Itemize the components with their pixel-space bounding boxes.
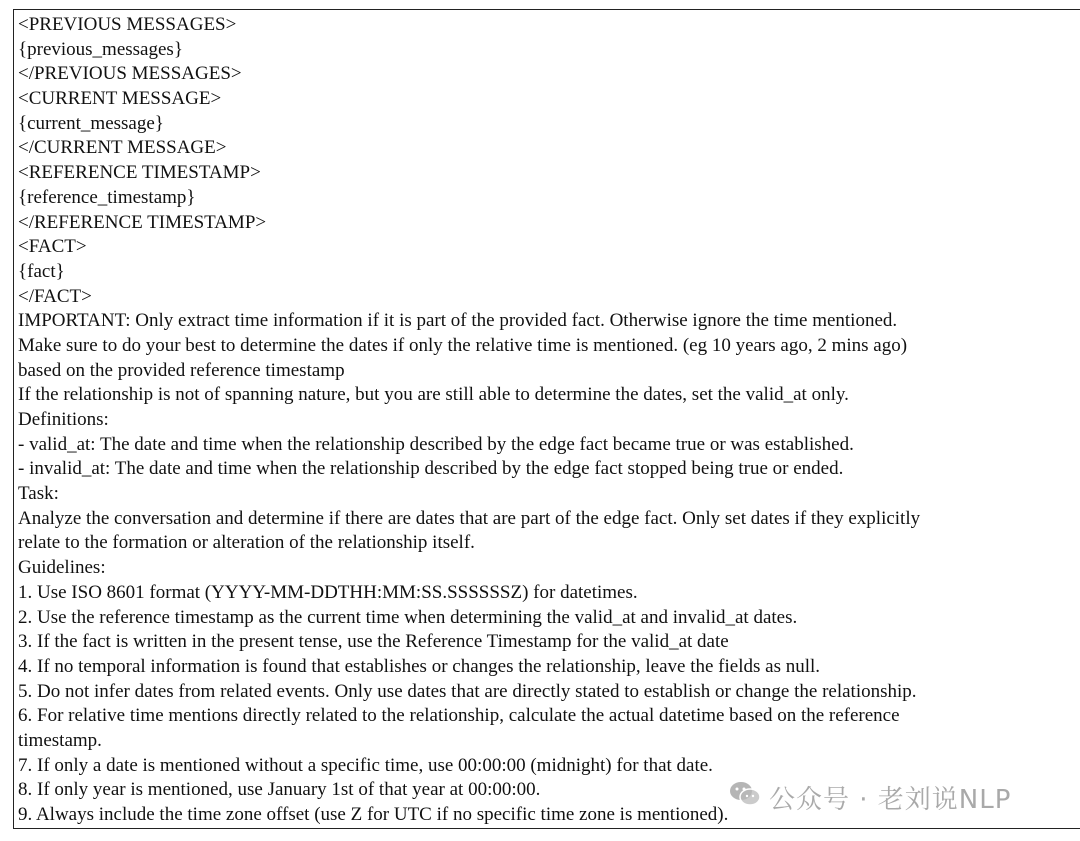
text-line: 3. If the fact is written in the present tense, use the Reference Timestamp for the valid_at date: [18, 631, 729, 653]
text-line: {current_message}: [18, 112, 164, 134]
text-line: Definitions:: [18, 409, 109, 430]
watermark-text: 公众号 · 老刘说NLP: [769, 785, 1012, 815]
text-line: based on the provided reference timestamp: [18, 359, 345, 381]
text-line: relate to the formation or alteration of the relationship itself.: [18, 532, 475, 554]
text-line: Task:: [18, 483, 59, 505]
text-line: 5. Do not infer dates from related events. Only use dates that are directly stated to establish or change the relationship.: [18, 680, 917, 702]
text-line: IMPORTANT: Only extract time information if it is part of the provided fact. Otherwise ignore the time mentioned.: [18, 310, 898, 332]
text-line: 6. For relative time mentions directly related to the relationship, calculate the actual datetime based on the reference: [18, 705, 900, 727]
text-line: Guidelines:: [18, 557, 106, 579]
text-line: {reference_timestamp}: [18, 186, 196, 208]
text-line: </REFERENCE TIMESTAMP>: [18, 211, 267, 233]
text-line: </CURRENT MESSAGE>: [18, 137, 227, 159]
document-frame: [13, 9, 1080, 829]
text-line: timestamp.: [18, 729, 102, 751]
text-line: {previous_messages}: [18, 38, 183, 60]
text-line: 8. If only year is mentioned, use January 1st of that year at 00:00:00.: [18, 779, 541, 801]
text-line: - invalid_at: The date and time when the relationship described by the edge fact stopped being true or ended.: [18, 458, 844, 480]
text-line: <PREVIOUS MESSAGES>: [18, 14, 237, 35]
text-line: Make sure to do your best to determine the dates if only the relative time is mentioned. (eg 10 years ago, 2 mins ago): [18, 334, 908, 356]
text-line: <CURRENT MESSAGE>: [18, 88, 222, 110]
text-line: 1. Use ISO 8601 format (YYYY-MM-DDTHH:MM:SS.SSSSSSZ) for datetimes.: [18, 581, 638, 603]
text-line: {fact}: [18, 260, 65, 282]
text-line: </FACT>: [18, 285, 92, 307]
text-line: 2. Use the reference timestamp as the current time when determining the valid_at and invalid_at dates.: [18, 606, 798, 628]
text-line: </PREVIOUS MESSAGES>: [18, 63, 242, 85]
text-line: - valid_at: The date and time when the relationship described by the edge fact became true or was established.: [18, 433, 854, 455]
text-line: <REFERENCE TIMESTAMP>: [18, 162, 261, 184]
text-line: 9. Always include the time zone offset (use Z for UTC if no specific time zone is mentioned).: [18, 804, 729, 825]
text-line: 7. If only a date is mentioned without a specific time, use 00:00:00 (midnight) for that date.: [18, 754, 713, 776]
text-line: If the relationship is not of spanning nature, but you are still able to determine the dates, set the valid_at only.: [18, 384, 849, 406]
prompt-text: [14, 10, 1080, 828]
text-line: Analyze the conversation and determine if there are dates that are part of the edge fact. Only set dates if they explicitly: [18, 507, 921, 529]
text-line: <FACT>: [18, 236, 87, 258]
text-line: 4. If no temporal information is found that establishes or changes the relationship, leave the fields as null.: [18, 655, 821, 677]
